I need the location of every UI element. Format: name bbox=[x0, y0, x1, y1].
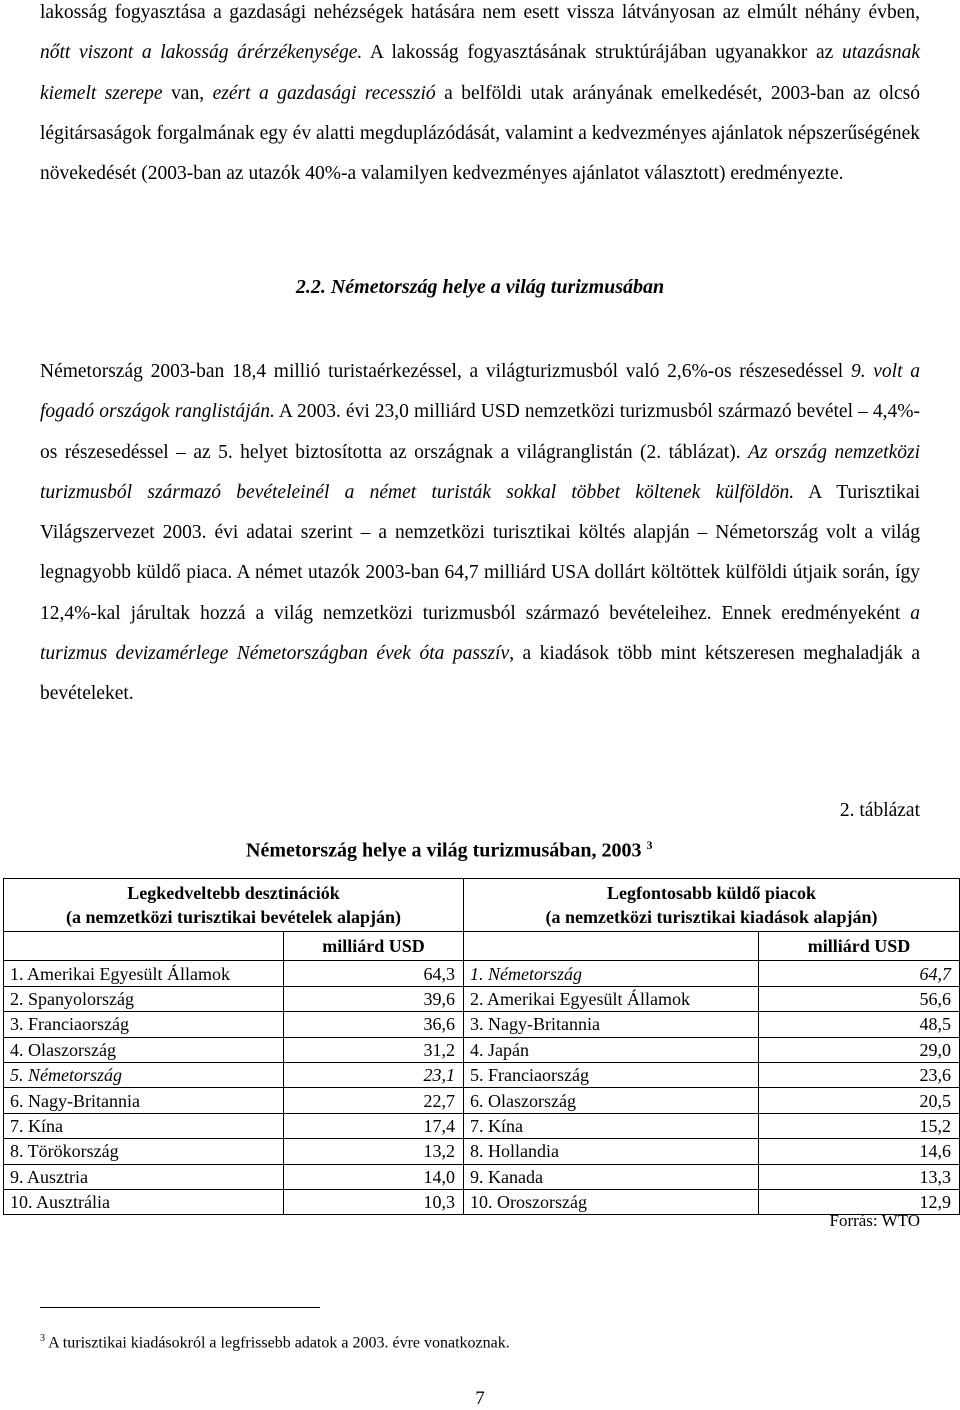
source-market-name: 3. Nagy-Britannia bbox=[464, 1012, 759, 1037]
section-heading: 2.2. Németország helye a világ turizmusában bbox=[295, 276, 665, 298]
source-market-name: 4. Japán bbox=[464, 1037, 759, 1062]
italic-text-run: 9. volt a fogadó országok ranglistáján. bbox=[40, 361, 920, 423]
destination-value: 17,4 bbox=[284, 1113, 464, 1138]
text-run: Németország 2003-ban 18,4 millió turistaérkezéssel, a világturizmusból való 2,6%-os részesedéssel bbox=[40, 361, 851, 382]
destination-value: 23,1 bbox=[284, 1062, 464, 1087]
right-header-subtitle: (a nemzetközi turisztikai kiadások alapján) bbox=[545, 907, 878, 927]
unit-spacer-right bbox=[464, 932, 759, 961]
table-row bbox=[4, 1113, 960, 1138]
destination-value: 14,0 bbox=[284, 1164, 464, 1189]
source-market-value: 48,5 bbox=[759, 1012, 960, 1037]
italic-text-run: nőtt viszont a lakosság árérzékenysége. bbox=[40, 42, 363, 64]
page-number: 7 bbox=[475, 1388, 485, 1409]
source-market-name: 9. Kanada bbox=[464, 1164, 759, 1189]
table-row bbox=[4, 1088, 960, 1113]
text-run: a belföldi utak arányának emelkedését, 2003-ban az olcsó légitársaságok forgalmának egy év alatti megduplázódását, valamint a kedvezményes ajánlatok népszerűségének növekedését (2003-ban az utazók 40%-a valamilyen kedvezményes ajánlatot választott) eredményezte. bbox=[40, 82, 921, 185]
table-row bbox=[4, 1164, 960, 1189]
text-run: A lakosság fogyasztásának struktúrájában ugyanakkor az bbox=[362, 42, 842, 64]
source-market-name: 7. Kína bbox=[464, 1113, 759, 1138]
destination-value: 31,2 bbox=[284, 1037, 464, 1062]
footnote-mark: 3 bbox=[40, 1333, 45, 1344]
destination-name: 4. Olaszország bbox=[4, 1037, 284, 1062]
destination-name: 1. Amerikai Egyesült Államok bbox=[4, 961, 284, 986]
left-header-title: Legkedveltebb desztinációk bbox=[127, 883, 340, 903]
source-market-name: 2. Amerikai Egyesült Államok bbox=[464, 986, 759, 1011]
source-market-value: 23,6 bbox=[759, 1062, 960, 1087]
text-run: lakosság fogyasztása a gazdasági nehézségek hatására nem esett vissza látványosan az elmúlt néhány évben, bbox=[40, 2, 920, 23]
source-market-name: 6. Olaszország bbox=[464, 1088, 759, 1113]
source-market-name: 1. Németország bbox=[464, 961, 759, 986]
source-market-value: 12,9 bbox=[759, 1189, 960, 1214]
table-row bbox=[4, 1139, 960, 1164]
destination-name: 2. Spanyolország bbox=[4, 986, 284, 1011]
italic-text-run: Az ország nemzetközi turizmusból származó bevételeinél a német turisták sokkal többet költenek külföldön. bbox=[40, 441, 921, 503]
table-row bbox=[4, 1037, 960, 1062]
destination-name: 9. Ausztria bbox=[4, 1164, 284, 1189]
table-row bbox=[4, 961, 960, 986]
destination-value: 64,3 bbox=[284, 961, 464, 986]
destination-name: 6. Nagy-Britannia bbox=[4, 1088, 284, 1113]
footnote bbox=[40, 1333, 510, 1352]
footnote-separator bbox=[40, 1307, 320, 1308]
footnote-text: A turisztikai kiadásokról a legfrissebb adatok a 2003. évre vonatkoznak. bbox=[45, 1334, 510, 1352]
text-run: A Turisztikai Világszervezet 2003. évi adatai szerint – a nemzetközi turisztikai költés alapján – Németország volt a világ legnagyobb küldő piaca. A német utazók 2003-ban 64,7 milliárd USA dollárt költöttek külföldi útjaik során, így 12,4%-kal járultak hozzá a világ nemzetközi turizmusból származó bevételeihez. Ennek eredményeként bbox=[40, 481, 920, 624]
table-number-label: 2. táblázat bbox=[839, 800, 920, 821]
destination-name: 7. Kína bbox=[4, 1113, 284, 1138]
destination-name: 10. Ausztrália bbox=[4, 1189, 284, 1214]
source-market-name: 10. Oroszország bbox=[464, 1189, 759, 1214]
destination-name: 8. Törökország bbox=[4, 1139, 284, 1164]
source-market-value: 20,5 bbox=[759, 1088, 960, 1113]
table-unit-row bbox=[4, 932, 960, 961]
table-row bbox=[4, 1189, 960, 1214]
destination-value: 36,6 bbox=[284, 1012, 464, 1037]
unit-spacer-left bbox=[4, 932, 284, 961]
destination-name: 5. Németország bbox=[4, 1062, 284, 1087]
footnote-reference-mark: 3 bbox=[646, 838, 653, 852]
left-header-subtitle: (a nemzetközi turisztikai bevételek alapján) bbox=[66, 907, 401, 927]
destination-value: 22,7 bbox=[284, 1088, 464, 1113]
body-paragraph-1 bbox=[40, 0, 920, 194]
source-market-name: 5. Franciaország bbox=[464, 1062, 759, 1087]
source-market-value: 15,2 bbox=[759, 1113, 960, 1138]
right-unit-label: milliárd USD bbox=[759, 932, 960, 961]
table-body bbox=[4, 961, 960, 1215]
left-column-header bbox=[4, 879, 464, 932]
source-market-value: 29,0 bbox=[759, 1037, 960, 1062]
text-run: van, bbox=[162, 82, 213, 104]
left-unit-label: milliárd USD bbox=[284, 932, 464, 961]
destination-value: 10,3 bbox=[284, 1189, 464, 1214]
table-header-row bbox=[4, 879, 960, 932]
ranking-table bbox=[3, 878, 960, 1215]
table-row bbox=[4, 1012, 960, 1037]
source-market-value: 64,7 bbox=[759, 961, 960, 986]
table-row bbox=[4, 1062, 960, 1087]
right-header-title: Legfontosabb küldő piacok bbox=[606, 883, 817, 903]
italic-text-run: utazásnak kiemelt szerepe bbox=[40, 42, 920, 104]
italic-text-run: a turizmus devizamérlege Németországban évek óta passzív bbox=[40, 602, 920, 665]
destination-name: 3. Franciaország bbox=[4, 1012, 284, 1037]
source-market-value: 14,6 bbox=[759, 1139, 960, 1164]
destination-value: 39,6 bbox=[284, 986, 464, 1011]
source-market-name: 8. Hollandia bbox=[464, 1139, 759, 1164]
table-title-text: Németország helye a világ turizmusában, 2003 bbox=[246, 839, 642, 862]
italic-text-run: ezért a gazdasági recesszió bbox=[212, 82, 436, 104]
source-market-value: 56,6 bbox=[759, 986, 960, 1011]
body-paragraph-2 bbox=[40, 352, 920, 715]
text-run: , a kiadások több mint kétszeresen meghaladják a bevételeket. bbox=[40, 643, 920, 705]
table-title bbox=[246, 838, 653, 863]
table-row bbox=[4, 986, 960, 1011]
source-market-value: 13,3 bbox=[759, 1164, 960, 1189]
right-column-header bbox=[464, 879, 960, 932]
destination-value: 13,2 bbox=[284, 1139, 464, 1164]
table-source: Forrás: WTO bbox=[829, 1211, 920, 1230]
text-run: A 2003. évi 23,0 milliárd USD nemzetközi turizmusból származó bevétel – 4,4%-os részesedéssel – az 5. helyet biztosította az országnak a világranglistán (2. táblázat). bbox=[40, 401, 920, 463]
